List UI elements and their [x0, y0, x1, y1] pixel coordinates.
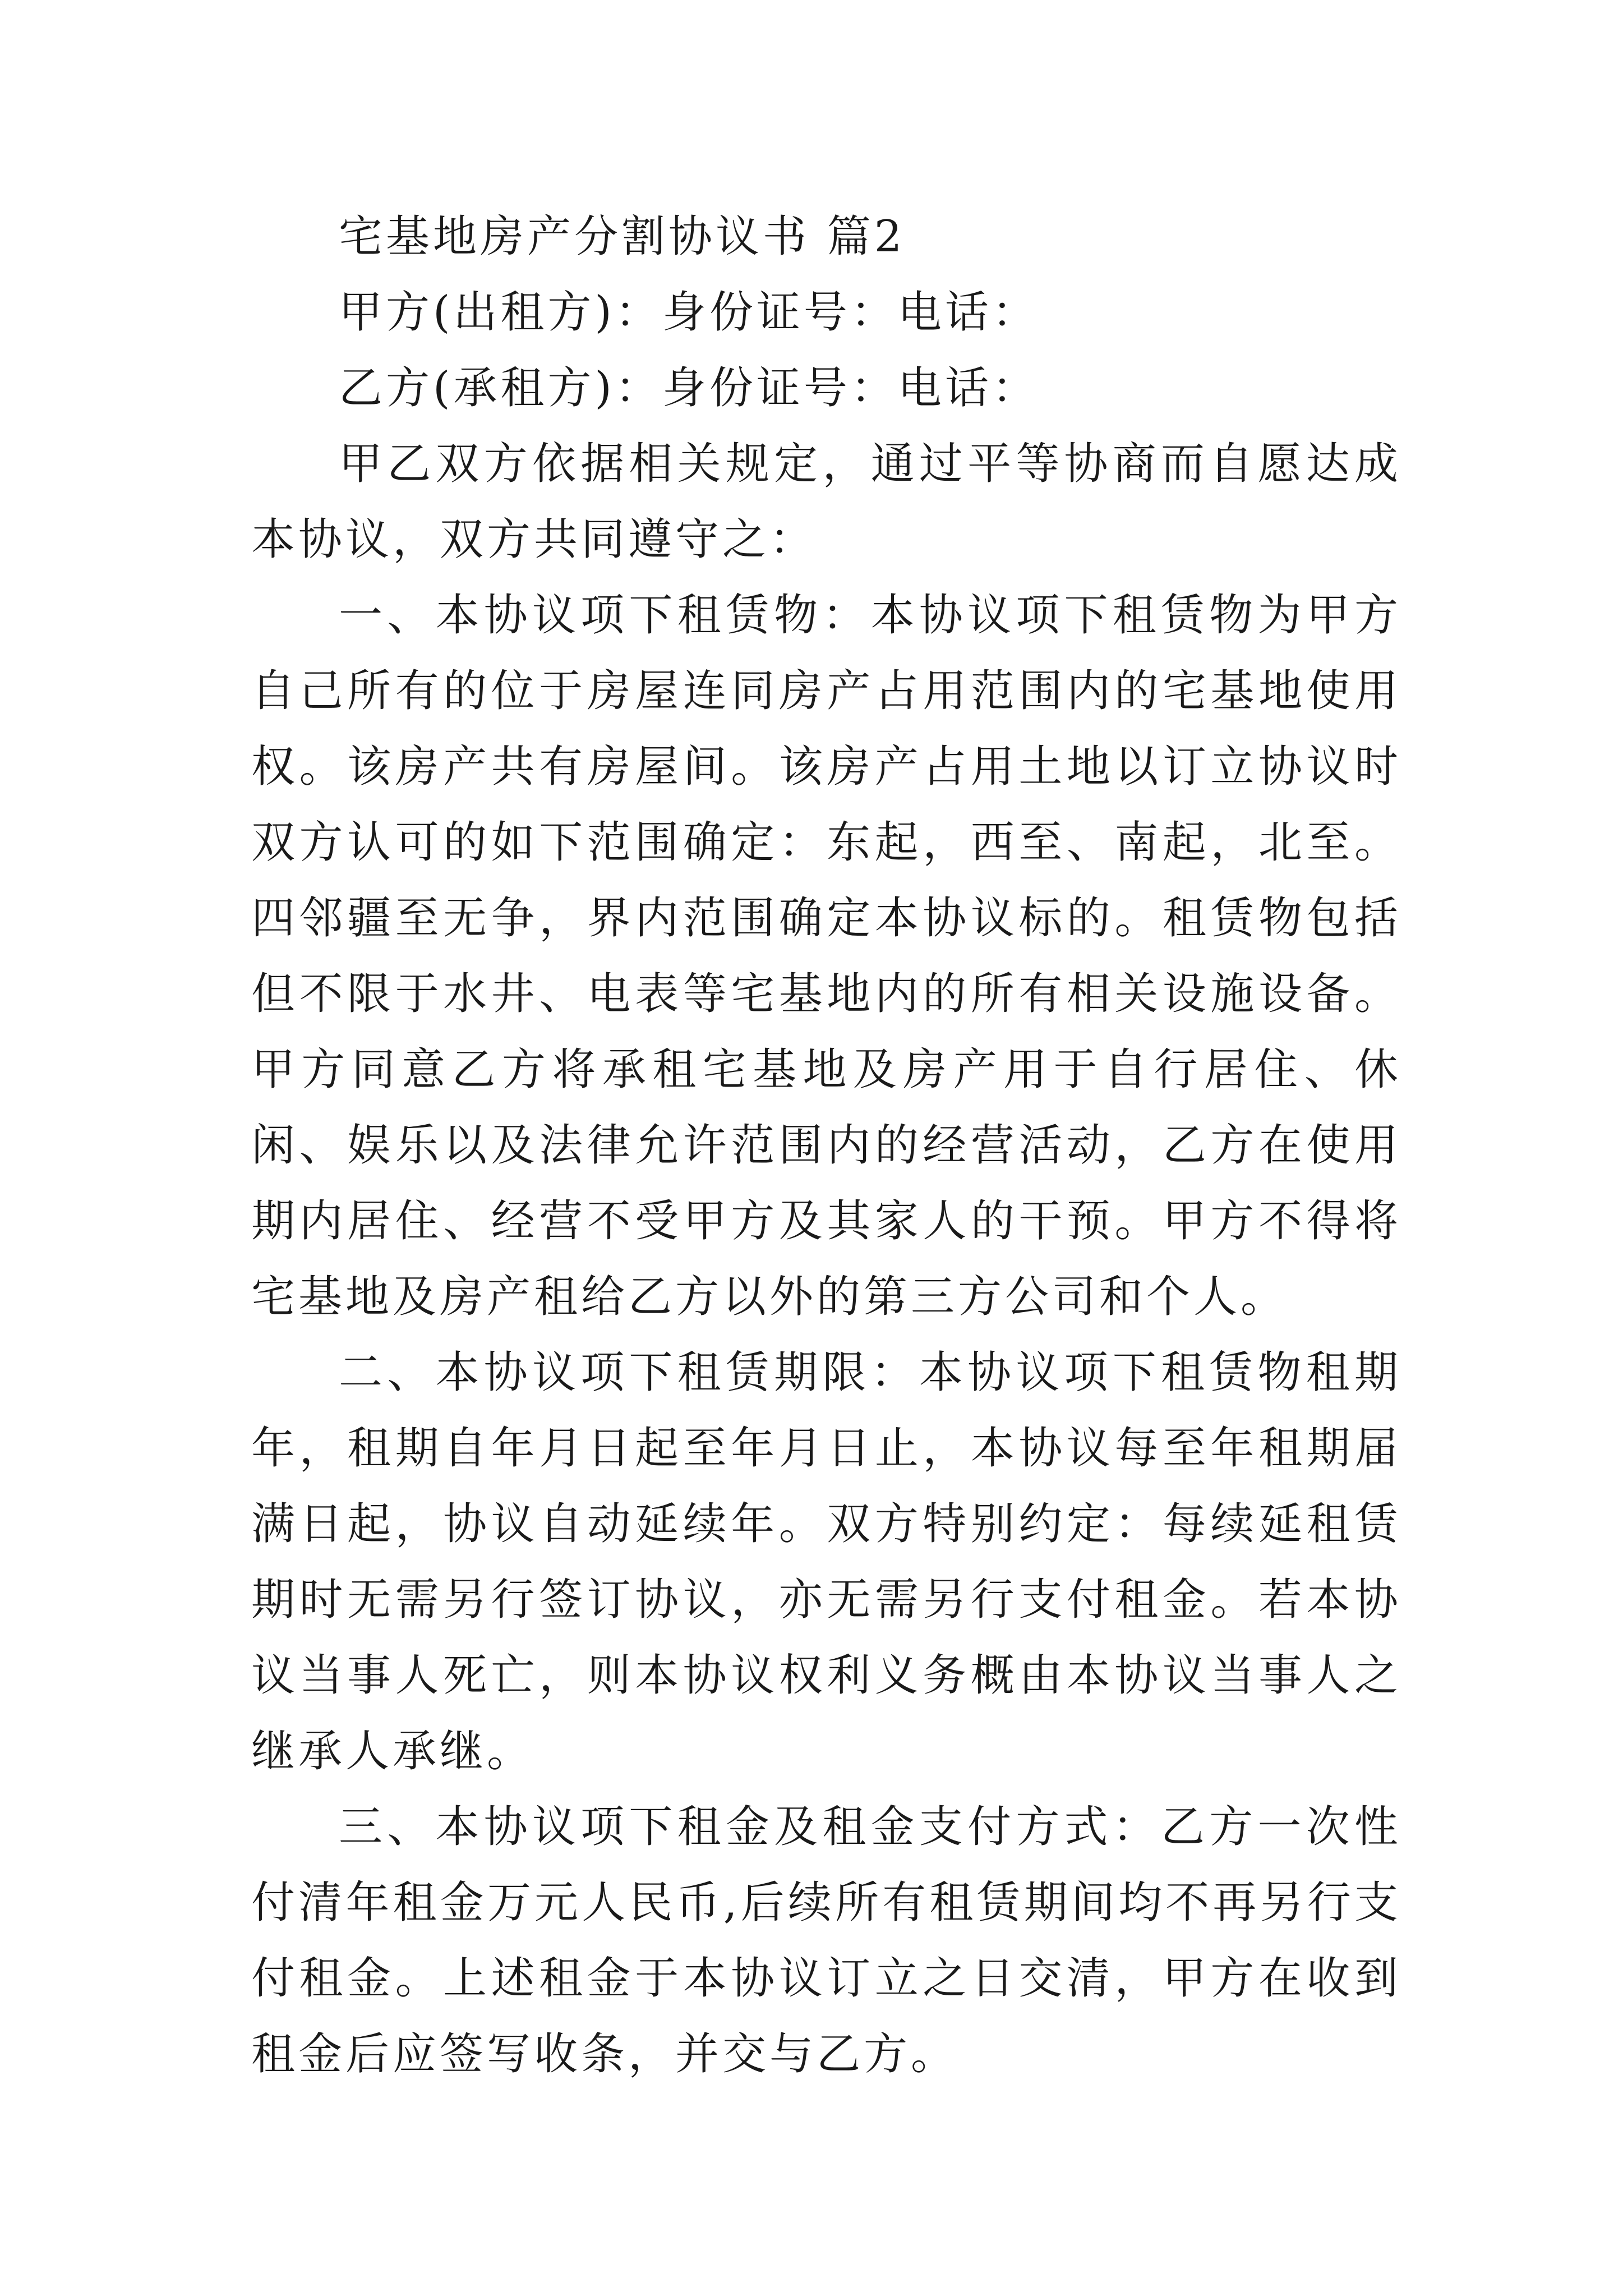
party-b-line: 乙方(承租方)：身份证号：电话：: [339, 363, 1039, 413]
clause-2-paragraph: 二、本协议项下租赁期限：本协议项下租赁物租期年，租期自年月日起至年月日止，本协议每至年租期届满日起，协议自动延续年。双方特别约定：每续延租赁期时无需另行签订协议，亦无需另行支付租金。若本协议当事人死亡，则本协议权利义务概由本协议当事人之继承人承继。: [251, 1347, 1401, 1777]
clause-3-paragraph: 三、本协议项下租金及租金支付方式：乙方一次性付清年租金万元人民币,后续所有租赁期间均不再另行支付租金。上述租金于本协议订立之日交清，甲方在收到租金后应签写收条，并交与乙方。: [251, 1802, 1401, 2079]
intro-paragraph: 甲乙双方依据相关规定，通过平等协商而自愿达成本协议，双方共同遵守之：: [251, 439, 1401, 565]
clause-1-paragraph: 一、本协议项下租赁物：本协议项下租赁物为甲方自己所有的位于房屋连同房产占用范围内的宅基地使用权。该房产共有房屋间。该房产占用土地以订立协议时双方认可的如下范围确定：东起，西至、南起，北至。四邻疆至无争，界内范围确定本协议标的。租赁物包括但不限于水井、电表等宅基地内的所有相关设施设备。甲方同意乙方将承租宅基地及房产用于自行居住、休闲、娱乐以及法律允许范围内的经营活动，乙方在使用期内居住、经营不受甲方及其家人的干预。甲方不得将宅基地及房产租给乙方以外的第三方公司和个人。: [251, 590, 1401, 1322]
document-title: 宅基地房产分割协议书 篇2: [339, 211, 906, 262]
party-a-line: 甲方(出租方)：身份证号：电话：: [339, 287, 1039, 338]
